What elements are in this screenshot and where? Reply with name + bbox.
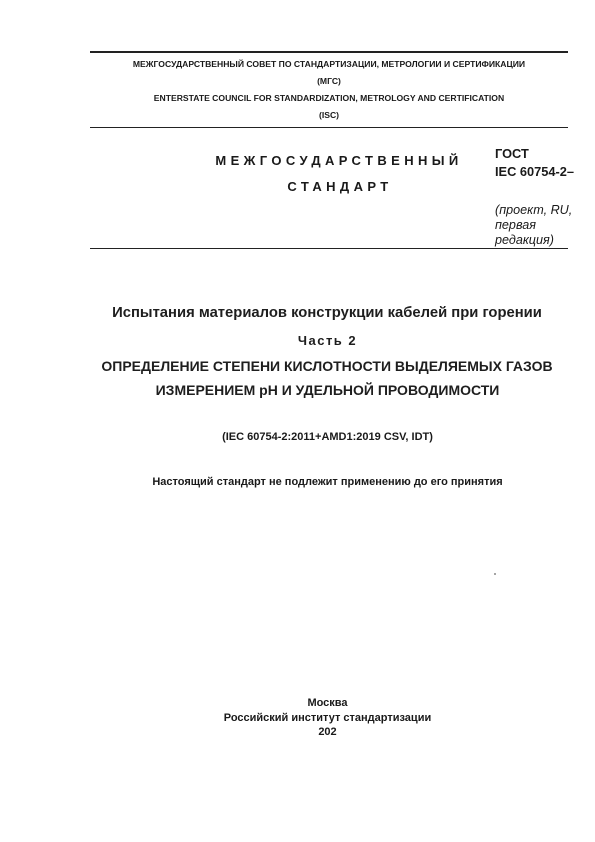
scan-speck [494,573,496,575]
header-top-rule [90,51,568,53]
iec-reference: (IEC 60754-2:2011+AMD1:2019 CSV, IDT) [222,431,433,443]
document-subtitle-line-1: ОПРЕДЕЛЕНИЕ СТЕПЕНИ КИСЛОТНОСТИ ВЫДЕЛЯЕМЫХ ГАЗОВ [101,358,553,374]
standard-type-word-1: МЕЖГОСУДАРСТВЕННЫЙ [215,153,463,168]
imprint-city: Москва [307,697,348,709]
imprint [60,696,595,740]
standard-type-word-2: СТАНДАРТ [287,179,393,194]
header-bottom-rule [90,127,568,128]
draft-line-3: редакция) [495,233,554,247]
draft-status [495,203,572,248]
document-subtitle-line-2: ИЗМЕРЕНИЕМ рН И УДЕЛЬНОЙ ПРОВОДИМОСТИ [155,382,500,398]
draft-line-1: (проект, RU, [495,203,573,217]
gost-number: IEC 60754-2– [495,164,574,179]
council-name-ru: МЕЖГОСУДАРСТВЕННЫЙ СОВЕТ ПО СТАНДАРТИЗАЦИИ, МЕТРОЛОГИИ И СЕРТИФИКАЦИИ [132,59,526,69]
imprint-publisher: Российский институт стандартизации [223,711,432,724]
gost-designation [495,145,574,181]
document-title: Испытания материалов конструкции кабелей при горении [112,305,542,321]
applicability-notice: Настоящий стандарт не подлежит применению до его принятия [152,476,503,488]
gost-label: ГОСТ [495,146,529,161]
draft-line-2: первая [495,218,536,232]
designation-rule [90,248,568,249]
council-abbr-en: (ISC) [318,110,340,120]
council-abbr-ru: (МГС) [317,76,341,86]
council-name-en: ENTERSTATE COUNCIL FOR STANDARDIZATION, METROLOGY AND CERTIFICATION [153,93,505,103]
council-header [90,56,568,124]
document-part: Часть 2 [297,333,358,348]
imprint-year: 202 [318,726,337,738]
